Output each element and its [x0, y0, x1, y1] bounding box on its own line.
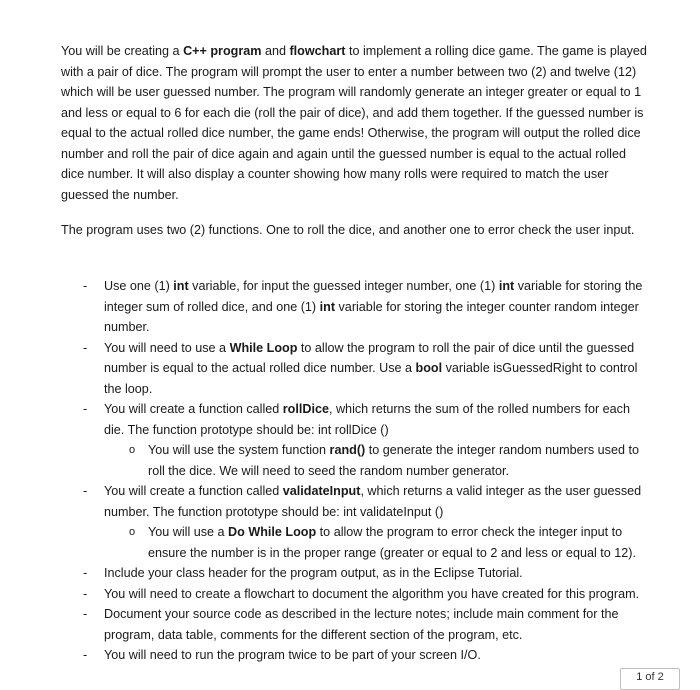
dash-bullet: -	[83, 607, 88, 621]
bold-run: int	[319, 299, 336, 314]
bold-run: int	[173, 279, 189, 293]
text-run: variable for storing the integer sum of rolled dice, and one (1)	[104, 279, 643, 314]
text-run: You will need to run the program twice to be part of your screen I/O.	[104, 648, 481, 662]
text-run: Use one (1)	[104, 279, 174, 293]
list-item	[61, 645, 651, 666]
dash-bullet: -	[83, 402, 88, 416]
text-run: variable for storing the integer counter random integer number.	[104, 299, 639, 334]
text-run: , which returns a valid integer as the user guessed number. The function prototype should be: int validateInput ()	[104, 484, 642, 519]
bold-run: flowchart	[289, 44, 346, 58]
bold-run: rollDice	[282, 402, 329, 416]
circle-bullet: o	[129, 444, 136, 456]
text-run: You will create a function called	[104, 402, 283, 416]
dash-bullet: -	[83, 586, 88, 601]
dash-bullet: -	[83, 340, 88, 355]
bold-run: validateInput	[282, 484, 361, 498]
dash-bullet: -	[83, 566, 88, 580]
list-item	[61, 481, 651, 522]
text-run: Include your class header for the program output, as in the Eclipse Tutorial.	[104, 566, 523, 580]
text-run: You will create a function called	[104, 484, 283, 498]
text-run: , which returns the sum of the rolled numbers for each die. The function prototype should be: int rollDice ()	[104, 402, 630, 437]
bold-run: int	[498, 279, 515, 293]
page-indicator: 1 of 2	[620, 668, 680, 690]
functions-paragraph: The program uses two (2) functions. One to roll the dice, and another one to error check the user input.	[61, 223, 635, 237]
text-run: to allow the program to roll the pair of dice until the guessed number is equal to the actual rolled dice number. Use a	[104, 340, 635, 375]
dash-bullet: -	[83, 279, 88, 293]
text-run: You will need to create a flowchart to document the algorithm you have created for this program.	[104, 586, 640, 601]
list-item	[61, 338, 651, 400]
text-run: Document your source code as described in the lecture notes; include main comment for the program, data table, comments for the different section of the program, etc.	[104, 607, 619, 642]
requirements-list	[61, 276, 651, 666]
text-run: variable isGuessedRight to control the loop.	[104, 361, 638, 396]
text-run: and	[261, 44, 290, 58]
text-run: to implement a rolling dice game. The game is played with a pair of dice. The program will prompt the user to enter a number between two (2) and twelve (12) which will be user guessed number. The program will randomly generate an integer greater or equal to 1 and less or equal to 6 for each die (roll the pair of dice), and add them together. If the guessed number is equal to the actual rolled dice number, the game ends! Otherwise, the program will output the rolled dice number and roll the pair of dice again and again until the guessed number is equal to the actual rolled dice number. It will also display a counter showing how many rolls were required to match the user guessed the number.	[61, 44, 647, 202]
text-run: You will be creating a	[61, 44, 184, 58]
text-run: to generate the integer random numbers used to roll the dice. We will need to seed the random number generator.	[148, 443, 639, 478]
list-item	[61, 399, 651, 440]
bold-run: Do While Loop	[228, 525, 317, 539]
bold-run: C++ program	[183, 44, 262, 58]
text-run: You will need to use a	[104, 340, 230, 355]
list-item	[61, 563, 651, 584]
bold-run: rand()	[329, 443, 366, 457]
text-run: variable, for input the guessed integer number, one (1)	[188, 279, 499, 293]
bold-run: While Loop	[229, 340, 298, 355]
bold-run: bool	[415, 361, 443, 375]
circle-bullet: o	[129, 526, 136, 538]
text-run: to allow the program to error check the integer input to ensure the number is in the proper range (greater or equal to 2 and less or equal to 12).	[148, 525, 636, 560]
text-run: You will use a	[148, 525, 229, 539]
intro-paragraph	[61, 41, 651, 205]
text-run: You will use the system function	[148, 443, 330, 457]
sub-list-item	[61, 440, 651, 481]
list-item	[61, 604, 651, 645]
dash-bullet: -	[83, 484, 88, 498]
dash-bullet: -	[83, 648, 88, 662]
list-item	[61, 276, 651, 338]
list-item	[61, 584, 651, 605]
sub-list-item	[61, 522, 651, 563]
